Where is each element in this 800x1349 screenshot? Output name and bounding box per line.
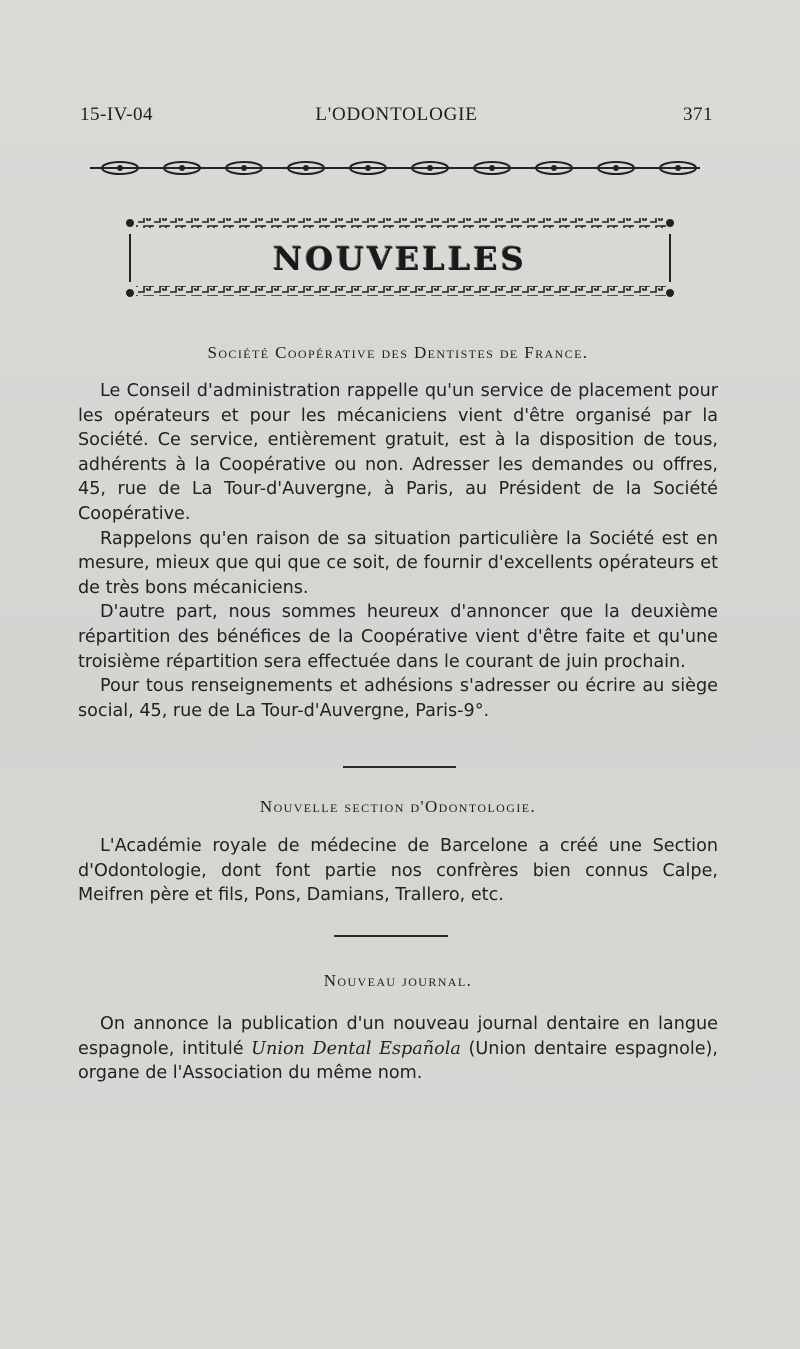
ornamental-chain-divider: [90, 158, 700, 178]
section-heading-odontology: Nouvelle section d'Odontologie.: [259, 797, 537, 816]
issue-date: 15-IV-04: [80, 104, 153, 125]
paragraph: Pour tous renseignements et adhésions s'adresser ou écrire au siège social, 45, rue de La Tour-d'Auvergne, Paris-9°.: [78, 676, 718, 721]
section-divider: [343, 766, 456, 768]
section-heading-cooperative: Société Coopérative des Dentistes de France.: [207, 343, 589, 362]
section-heading-journal: Nouveau journal.: [323, 971, 473, 990]
journal-title: L'ODONTOLOGIE: [315, 104, 478, 125]
page-number: 371: [683, 104, 713, 125]
paragraph: L'Académie royale de médecine de Barcelone a créé une Section d'Odontologie, dont font partie nos confrères bien connus Calpe, Meifren père et fils, Pons, Damians, Trallero, etc.: [78, 836, 718, 906]
paragraph: [78, 1012, 718, 1086]
paragraph: Le Conseil d'administration rappelle qu'un service de placement pour les opérateurs et pour les mécaniciens vient d'être organisé par la Société. Ce service, entièrement gratuit, est à la disposition de tous, adhérents à la Coopérative ou non. Adresser les demandes ou offres, 45, rue de La Tour-d'Auvergne, à Paris, au Président de la Société Coopérative.: [78, 381, 718, 524]
paragraph: D'autre part, nous sommes heureux d'annoncer que la deuxième répartition des bénéfices de la Coopérative vient d'être faite et qu'une troisième répartition sera effectuée dans le courant de juin prochain.: [78, 602, 718, 672]
section-body-odontology: [78, 834, 718, 908]
paragraph-text: On annonce la publication d'un nouveau journal dentaire en langue espagnole, intitulé: [78, 1014, 718, 1059]
running-head: [80, 104, 713, 132]
section-body-cooperative: [78, 379, 718, 723]
section-divider: [334, 935, 448, 937]
paragraph: Rappelons qu'en raison de sa situation particulière la Société est en mesure, mieux que qui que ce soit, de fournir d'excellents opérateurs et de très bons mécaniciens.: [78, 528, 718, 598]
paragraph-text: (Union dentaire espagnole), organe de l'Association du même nom.: [78, 1038, 718, 1084]
journal-name-italic: Union Dental Española: [251, 1038, 461, 1059]
banner-title: NOUVELLES: [273, 240, 527, 278]
section-body-journal: [78, 1012, 718, 1086]
